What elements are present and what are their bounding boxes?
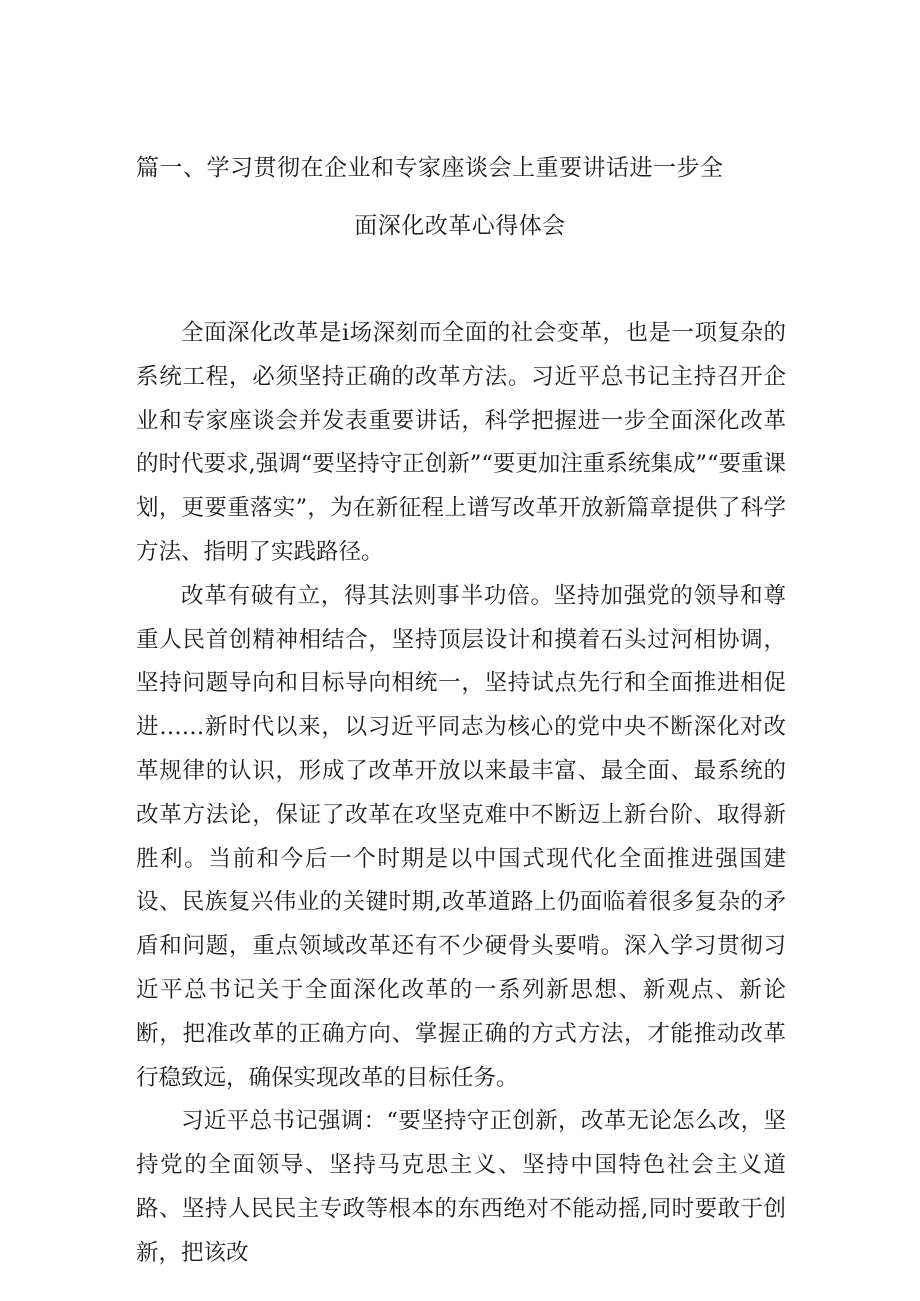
body-paragraph-2: 改革有破有立，得其法则事半功倍。坚持加强党的领导和尊重人民首创精神相结合，坚持顶层设计和摸着石头过河相协调，坚持问题导向和目标导向相统一，坚持试点先行和全面推进相促进……新时代以来，以习近平同志为核心的党中央不断深化对改革规律的认识，形成了改革开放以来最丰富、最全面、最系统的改革方法论，保证了改革在攻坚克难中不断迈上新台阶、取得新胜利。当前和今后一个时期是以中国式现代化全面推进强国建设、民族复兴伟业的关键时期,改革道路上仍面临着很多复杂的矛盾和问题，重点领域改革还有不少硬骨头要啃。深入学习贯彻习近平总书记关于全面深化改革的一系列新思想、新观点、新论断，把准改革的正确方向、掌握正确的方式方法，才能推动改革行稳致远，确保实现改革的目标任务。 bbox=[136, 582, 786, 1091]
body-paragraph-3: 习近平总书记强调：“要坚持守正创新，改革无论怎么改，坚持党的全面领导、坚持马克思主义、坚持中国特色社会主义道路、坚持人民民主专政等根本的东西绝对不能动摇,同时要敢于创新，把该改 bbox=[136, 1108, 786, 1266]
body-paragraph-1: 全面深化改革是i场深刻而全面的社会变革，也是一项复杂的系统工程，必须坚持正确的改革方法。习近平总书记主持召开企业和专家座谈会并发表重要讲话，科学把握进一步全面深化改革的时代要求,强调“要坚持守正创新”“要更加注重系统集成”“要重课划，更要重落实”，为在新征程上谱写改革开放新篇章提供了科学方法、指明了实践路径。 bbox=[136, 320, 786, 565]
document-title-line-1: 篇一、学习贯彻在企业和专家座谈会上重要讲话进一步全 bbox=[136, 155, 724, 181]
document-title-line-2: 面深化改革心得体会 bbox=[354, 213, 566, 239]
document-body bbox=[136, 312, 786, 1276]
